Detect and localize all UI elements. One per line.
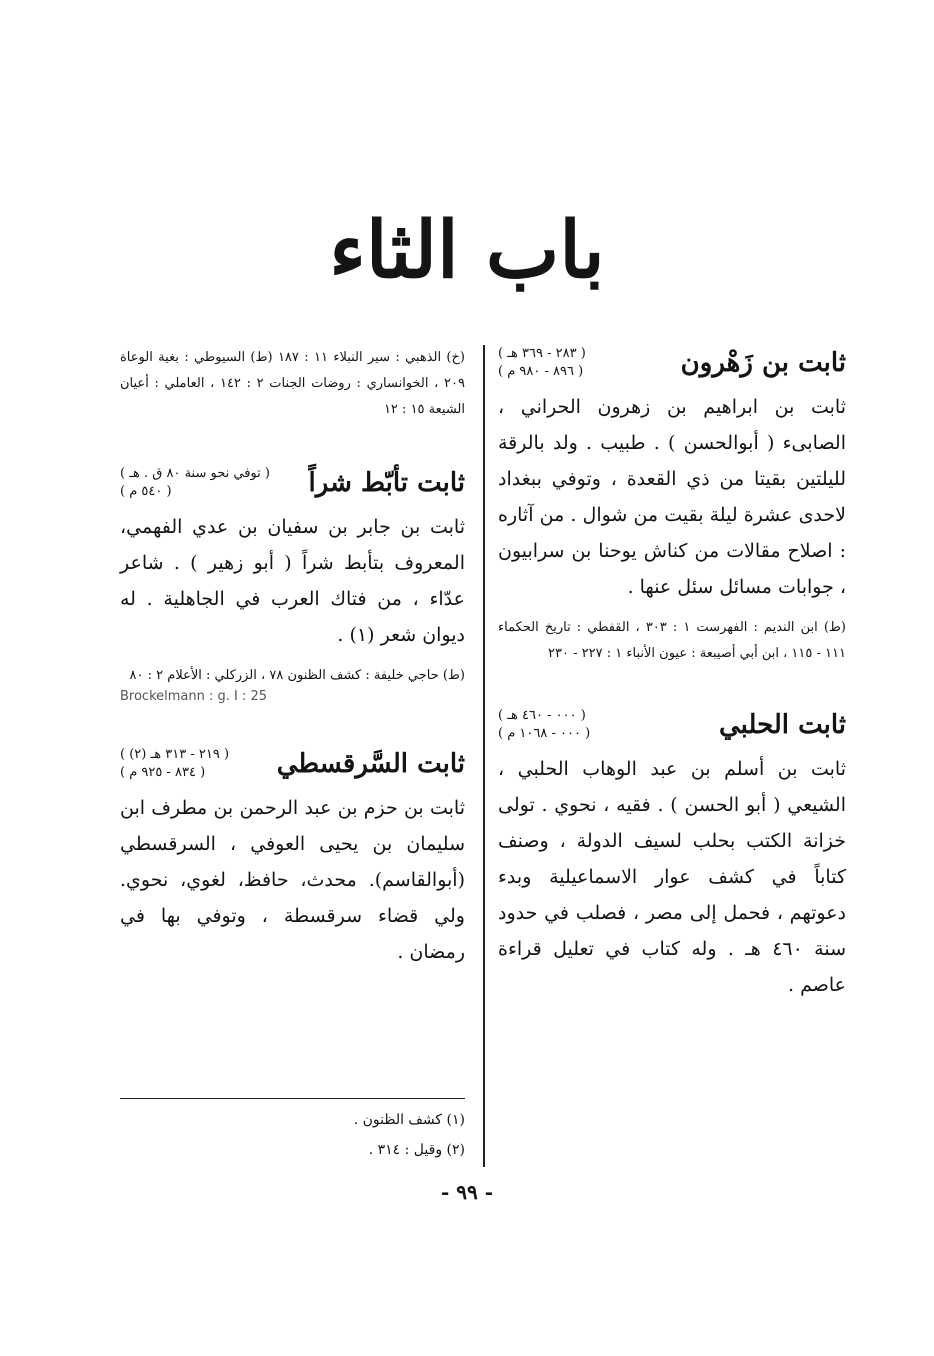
- entry-dates: [120, 465, 270, 501]
- footnote-1: (١) كشف الظنون .: [353, 1112, 465, 1128]
- footnotes: [120, 1098, 465, 1165]
- entry-header: [120, 746, 465, 782]
- entry-title: ثابت بن زَهْرون: [680, 348, 846, 378]
- entry-header: [120, 465, 465, 501]
- entry-dates: [498, 345, 586, 381]
- dates-gregorian: ( ٥٤٠ م ): [120, 484, 172, 499]
- continued-references: (خ) الذهبي : سير النبلاء ١١ : ١٨٧ (ط) السيوطي : بغية الوعاة ٢٠٩ ، الخوانساري : روضات الجنات ٢ : ١٤٢ ، العاملي : أعيان الشيعة ١٥ : ١٢: [120, 350, 465, 417]
- dates-gregorian: ( ٨٩٦ - ٩٨٠ م ): [498, 364, 584, 379]
- dates-hijri: ( ٢١٩ - ٣١٣ هـ (٢) ): [120, 747, 230, 762]
- entry-title: ثابت السَّرقسطي: [276, 749, 465, 779]
- left-column: [120, 345, 465, 970]
- entry-title: ثابت الحلبي: [718, 710, 846, 740]
- entry-references: (ط) حاجي خليفة : كشف الظنون ٧٨ ، الزركلي : الأعلام ٢ : ٨٠: [129, 668, 465, 683]
- entry-body: ثابت بن أسلم بن عبد الوهاب الحلبي ، الشيعي ( أبو الحسن ) . فقيه ، نحوي . تولى خزانة الكتب بحلب لسيف الدولة ، وصنف كتاباً في كشف عوار الاسماعيلية وبدء دعوتهم ، فحمل إلى مصر ، فصلب في حدود سنة ٤٦٠ هـ . وله كتاب في تعليل قراءة عاصم .: [498, 758, 846, 996]
- dates-hijri: ( ٠٠٠ - ٤٦٠ هـ ): [498, 708, 586, 723]
- entry-thabit-al-saraqusti: [120, 746, 465, 970]
- entry-references: (ط) ابن النديم : الفهرست ١ : ٣٠٣ ، القفطي : تاريخ الحكماء ١١١ - ١١٥ ، ابن أبي أصيبعة : عيون الأنباء ١ : ٢٢٧ - ٢٣٠: [498, 620, 846, 661]
- latin-reference: Brockelmann : g. I : 25: [120, 689, 268, 704]
- entry-title: ثابت تأبّط شراً: [308, 468, 465, 498]
- entry-header: [498, 345, 846, 381]
- dates-gregorian: ( ٨٣٤ - ٩٢٥ م ): [120, 765, 206, 780]
- column-divider: [483, 345, 485, 1167]
- chapter-title: باب الثاء: [329, 205, 605, 296]
- dates-hijri: ( ٢٨٣ - ٣٦٩ هـ ): [498, 346, 586, 361]
- footnote-2: (٢) وقيل : ٣١٤ .: [368, 1142, 465, 1158]
- entry-thabit-taabbata-sharran: [120, 465, 465, 704]
- entry-dates: [498, 707, 590, 743]
- entry-thabit-ibn-zahrun: [498, 345, 846, 667]
- entry-body: ثابت بن ابراهيم بن زهرون الحراني ، الصابىء ( أبوالحسن ) . طبيب . ولد بالرقة لليلتين بقيتا من ذي القعدة ، وتوفي ببغداد لاحدى عشرة ليلة بقيت من شوال . من آثاره : اصلاح مقالات من كناش يوحنا بن سرابيون ، جوابات مسائل سئل عنها .: [498, 396, 846, 598]
- right-column: [498, 345, 846, 1003]
- dates-gregorian: ( ٠٠٠ - ١٠٦٨ م ): [498, 726, 591, 741]
- entry-body: ثابت بن جابر بن سفيان بن عدي الفهمي، المعروف بتأبط شراً ( أبو زهير ) . شاعر عدّاء ، من فتاك العرب في الجاهلية . له ديوان شعر (١) .: [120, 516, 466, 646]
- dates-hijri: ( توفي نحو سنة ٨٠ ق . هـ ): [120, 466, 270, 481]
- entry-dates: [120, 746, 229, 782]
- entry-thabit-al-halabi: [498, 707, 846, 1003]
- entry-body: ثابت بن حزم بن عبد الرحمن بن مطرف ابن سليمان بن يحيى العوفي ، السرقسطي (أبوالقاسم). محدث، حافظ، لغوي، نحوي. ولي قضاء سرقسطة ، وتوفي بها في رمضان .: [120, 797, 465, 963]
- page-number: - ٩٩ -: [440, 1180, 493, 1204]
- entry-header: [498, 707, 846, 743]
